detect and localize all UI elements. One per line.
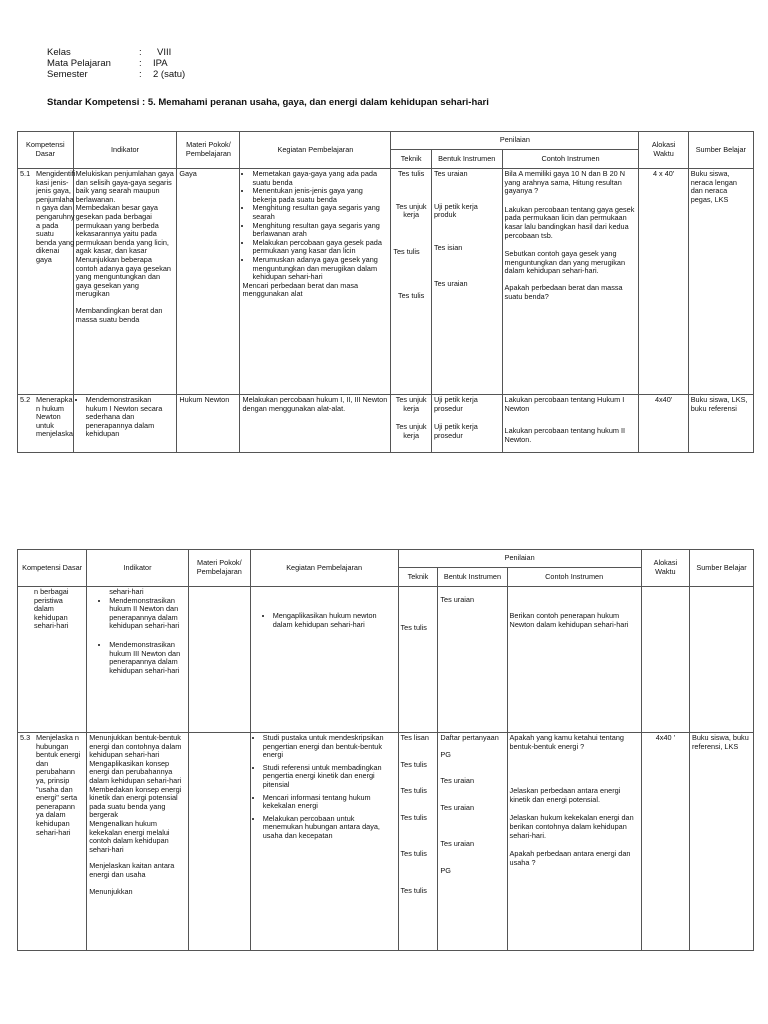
col-kd: Kompetensi Dasar: [18, 132, 74, 169]
kegiatan-cell: Melakukan percobaan hukum I, II, III Newton dengan menggunakan alat-alat.: [240, 395, 391, 453]
bentuk-item: Tes isian: [433, 242, 463, 252]
contoh-cell: [507, 733, 641, 951]
kegiatan-item: • Menghitung resultan gaya segaris yang searah: [252, 204, 388, 221]
label-mapel: Mata Pelajaran: [47, 58, 111, 69]
contoh-item: Apakah yang kamu ketahui tentang bentuk-bentuk energi ?: [509, 733, 624, 751]
value-semester: 2 (satu): [153, 69, 186, 80]
alokasi-cell: 4x40 ': [641, 733, 689, 951]
sep-mapel: :: [139, 58, 142, 69]
contoh-item: Lakukan percobaan tentang Hukum I Newton: [504, 395, 625, 413]
col-penilaian: Penilaian: [398, 550, 641, 568]
contoh-item: Berikan contoh penerapan hukum Newton dalam kehidupan sehari-hari: [509, 611, 629, 629]
rpp-table-1: [17, 131, 754, 453]
table-row: [18, 169, 754, 395]
teknik-cell: [391, 169, 432, 395]
kd-cell: [18, 169, 74, 395]
kd-number: 5.1: [20, 169, 31, 178]
materi-cell: [188, 733, 250, 951]
kd-number: 5.2: [20, 395, 31, 404]
contoh-item: Lakukan percobaan tentang hukum II Newton.: [504, 426, 626, 444]
bentuk-item: Tes uraian: [440, 595, 475, 604]
bentuk-item: Tes uraian: [440, 839, 475, 849]
col-materi: Materi Pokok/ Pembelajaran: [177, 132, 240, 169]
header-semester: [47, 68, 185, 81]
value-mapel: IPA: [153, 58, 168, 69]
col-bentuk: Bentuk Instrumen: [438, 568, 507, 587]
indikator-item: • Mendemonstrasikan hukum II Newton dan penerapannya dalam kehidupan sehari-hari: [109, 597, 186, 631]
indikator-item: • Mendemonstrasikan hukum I Newton secara sederhana dan penerapannya dalam kehidupan: [86, 396, 175, 439]
bentuk-item: PG: [440, 749, 451, 759]
col-sumber: Sumber Belajar: [688, 132, 753, 169]
bentuk-item: Tes uraian: [440, 802, 475, 812]
bentuk-item: Uji petik kerja prosedur: [433, 422, 478, 440]
teknik-item: Tes unjuk kerja: [395, 201, 427, 220]
col-kegiatan: Kegiatan Pembelajaran: [240, 132, 391, 169]
kegiatan-item: • Melakukan percobaan untuk menemukan hubungan antara daya, usaha dan kecepatan: [263, 815, 396, 841]
teknik-item: Tes tulis: [397, 291, 425, 301]
indikator-item: Menunjukkan beberapa contoh adanya gaya gesekan yang menguntungkan dan gaya gesekan yang merugikan: [75, 254, 171, 299]
kegiatan-cell: [240, 169, 391, 395]
teknik-item: Tes tulis: [400, 786, 427, 796]
contoh-cell: [502, 169, 639, 395]
indikator-cell: [73, 169, 177, 395]
bentuk-item: Daftar pertanyaan: [440, 733, 499, 742]
kegiatan-item: • Menghitung resultan gaya segaris yang berlawanan arah: [252, 222, 388, 239]
teknik-item: Tes tulis: [400, 885, 427, 895]
kegiatan-item: • Mencari informasi tentang hukum kekekalan energi: [263, 794, 396, 811]
teknik-item: Tes tulis: [400, 759, 427, 769]
kegiatan-item: • Memetakan gaya-gaya yang ada pada suatu benda: [252, 170, 388, 187]
bentuk-item: Tes uraian: [440, 776, 475, 786]
alokasi-cell: [641, 587, 689, 733]
sumber-cell: Buku siswa, buku referensi, LKS: [689, 733, 753, 951]
col-indikator: Indikator: [87, 550, 189, 587]
indikator-cell: [87, 587, 189, 733]
alokasi-cell: 4x40': [639, 395, 688, 453]
teknik-item: Tes tulis: [400, 812, 427, 822]
label-semester: Semester: [47, 69, 88, 80]
indikator-item: Menjelaskan kaitan antara energi dan usaha: [89, 861, 175, 879]
bentuk-item: PG: [440, 865, 451, 875]
contoh-cell: [502, 395, 639, 453]
kegiatan-extra: Mencari perbedaan berat dan masa menggunakan alat: [242, 280, 359, 299]
indikator-item: Menunjukkan: [89, 886, 133, 896]
materi-cell: [188, 587, 250, 733]
kegiatan-cell: [250, 733, 398, 951]
bentuk-cell: [431, 169, 502, 395]
indikator-cell: [87, 733, 189, 951]
kd-text: Mengidentifi kasi jenis-jenis gaya, penjumlaha n gaya dan pengaruhny a pada suatu benda yang dikenai gaya: [36, 169, 76, 264]
teknik-item: Tes tulis: [400, 849, 427, 859]
contoh-item: Apakah perbedaan antara energi dan usaha ?: [509, 849, 631, 867]
indikator-item: Mengaplikasikan konsep energi dan perubahannya dalam kehidupan sehari-hari: [89, 758, 182, 785]
col-sumber: Sumber Belajar: [689, 550, 753, 587]
table-row: [18, 395, 754, 453]
kegiatan-item: • Mengaplikasikan hukum newton dalam kehidupan sehari-hari: [273, 612, 396, 629]
value-kelas: VIII: [157, 47, 172, 58]
sep-kelas: :: [139, 47, 142, 58]
col-contoh: Contoh Instrumen: [507, 568, 641, 587]
bentuk-cell: [438, 733, 507, 951]
teknik-item: Tes unjuk kerja: [395, 422, 427, 440]
label-kelas: Kelas: [47, 47, 71, 58]
indikator-item: Melukiskan penjumlahan gaya dan selisih gaya-gaya segaris baik yang searah maupun berlawanan.: [75, 169, 174, 204]
col-teknik: Teknik: [398, 568, 438, 587]
col-indikator: Indikator: [73, 132, 177, 169]
materi-cell: Hukum Newton: [177, 395, 240, 453]
indikator-cell: [73, 395, 177, 453]
indikator-item: Membandingkan berat dan massa suatu benda: [75, 305, 163, 324]
teknik-item: Tes tulis: [397, 169, 425, 178]
col-penilaian: Penilaian: [391, 132, 639, 150]
rpp-table-2: [17, 549, 754, 951]
col-kegiatan: Kegiatan Pembelajaran: [250, 550, 398, 587]
indikator-item: • Mendemonstrasikan hukum III Newton dan penerapannya dalam kehidupan sehari-hari: [109, 641, 186, 675]
teknik-cell: [398, 587, 438, 733]
bentuk-cell: [438, 587, 507, 733]
bentuk-item: Tes uraian: [433, 169, 468, 178]
teknik-item: Tes tulis: [400, 623, 427, 632]
bentuk-item: Uji petik kerja prosedur: [433, 395, 478, 413]
indikator-item: sehari-hari: [109, 587, 144, 596]
bentuk-item: Uji petik kerja produk: [433, 201, 478, 220]
col-contoh: Contoh Instrumen: [502, 150, 639, 169]
sumber-cell: Buku siswa, neraca lengan dan neraca pegas, LKS: [688, 169, 753, 395]
kd-cell: [18, 733, 87, 951]
materi-cell: Gaya: [177, 169, 240, 395]
teknik-cell: [391, 395, 432, 453]
col-teknik: Teknik: [391, 150, 432, 169]
teknik-item: Tes lisan: [400, 733, 429, 742]
col-kd: Kompetensi Dasar: [18, 550, 87, 587]
col-alokasi: Alokasi Waktu: [639, 132, 688, 169]
sep-semester: :: [139, 69, 142, 80]
kegiatan-item: • Menentukan jenis-jenis gaya yang bekerja pada suatu benda: [252, 187, 388, 204]
kd-text: n berbagai peristiwa dalam kehidupan sehari-hari: [34, 587, 69, 631]
kd-cell: [18, 395, 74, 453]
teknik-cell: [398, 733, 438, 951]
teknik-item: Tes tulis: [393, 246, 420, 256]
contoh-cell: [507, 587, 641, 733]
indikator-item: Membedakan konsep energi kinetik dan energi potensial pada suatu benda yang bergerak: [89, 784, 182, 820]
alokasi-cell: 4 x 40': [639, 169, 688, 395]
bentuk-item: Tes uraian: [433, 279, 468, 289]
contoh-item: Jelaskan hukum kekekalan energi dan berikan contohnya dalam kehidupan sehari-hari.: [509, 813, 634, 840]
table-row: [18, 587, 754, 733]
indikator-item: Membedakan besar gaya gesekan pada berbagai permukaan yang berbeda kekasarannya yaitu pada permukaan benda yang licin, agak kasar, dan kasar: [75, 203, 169, 256]
contoh-item: Lakukan percobaan tentang gaya gesek pada permukaan licin dan permukaan kasar lalu bandingkan hasil dari kedua percobaan tsb.: [504, 204, 635, 240]
sumber-cell: [689, 587, 753, 733]
kd-text: Menjelaska n hubungan bentuk energi dan perubahann ya, prinsip "usaha dan energi" serta penerapann ya dalam kehidupan sehari-hari: [36, 733, 81, 837]
indikator-item: Menunjukkan bentuk-bentuk energi dan contohnya dalam kehidupan sehari-hari: [89, 733, 182, 760]
teknik-item: Tes unjuk kerja: [395, 395, 427, 413]
kegiatan-cell: [250, 587, 398, 733]
sumber-cell: Buku siswa, LKS, buku referensi: [688, 395, 753, 453]
col-bentuk: Bentuk Instrumen: [431, 150, 502, 169]
standar-kompetensi: Standar Kompetensi : 5. Memahami peranan usaha, gaya, dan energi dalam kehidupan sehari-hari: [47, 97, 489, 108]
kegiatan-item: • Studi referensi untuk membadingkan pengertia energi kinetik dan energi pitensial: [263, 764, 396, 790]
col-materi: Materi Pokok/ Pembelajaran: [188, 550, 250, 587]
col-alokasi: Alokasi Waktu: [641, 550, 689, 587]
kegiatan-item: • Merumuskan adanya gaya gesek yang menguntungkan dan merugikan dalam kehidupan sehari-hari: [252, 256, 388, 282]
kegiatan-item: • Studi pustaka untuk mendeskripsikan pengertian energi dan bentuk-bentuk energi: [263, 734, 396, 760]
kd-number: 5.3: [20, 733, 31, 742]
table-row: [18, 733, 754, 951]
kd-cell: [18, 587, 87, 733]
bentuk-cell: [431, 395, 502, 453]
kd-text: Menerapka n hukum Newton untuk menjelaska: [36, 395, 73, 439]
indikator-item: Mengenalkan hukum kekekalan energi melalui contoh dalam kehidupan sehari-hari: [89, 818, 170, 854]
contoh-item: Sebutkan contoh gaya gesek yang menguntungkan dan yang merugikan dalam kehidupan sehari-hari.: [504, 249, 626, 276]
kegiatan-item: • Melakukan percobaan gaya gesek pada permukaan yang kasar dan licin: [252, 239, 388, 256]
contoh-item: Apakah perbedaan berat dan massa suatu benda?: [504, 282, 623, 301]
contoh-item: Bila A memiliki gaya 10 N dan B 20 N yang arahnya sama, Hitung resultan gayanya ?: [504, 169, 626, 196]
contoh-item: Jelaskan perbedaan antara energi kinetik dan energi potensial.: [509, 786, 621, 804]
